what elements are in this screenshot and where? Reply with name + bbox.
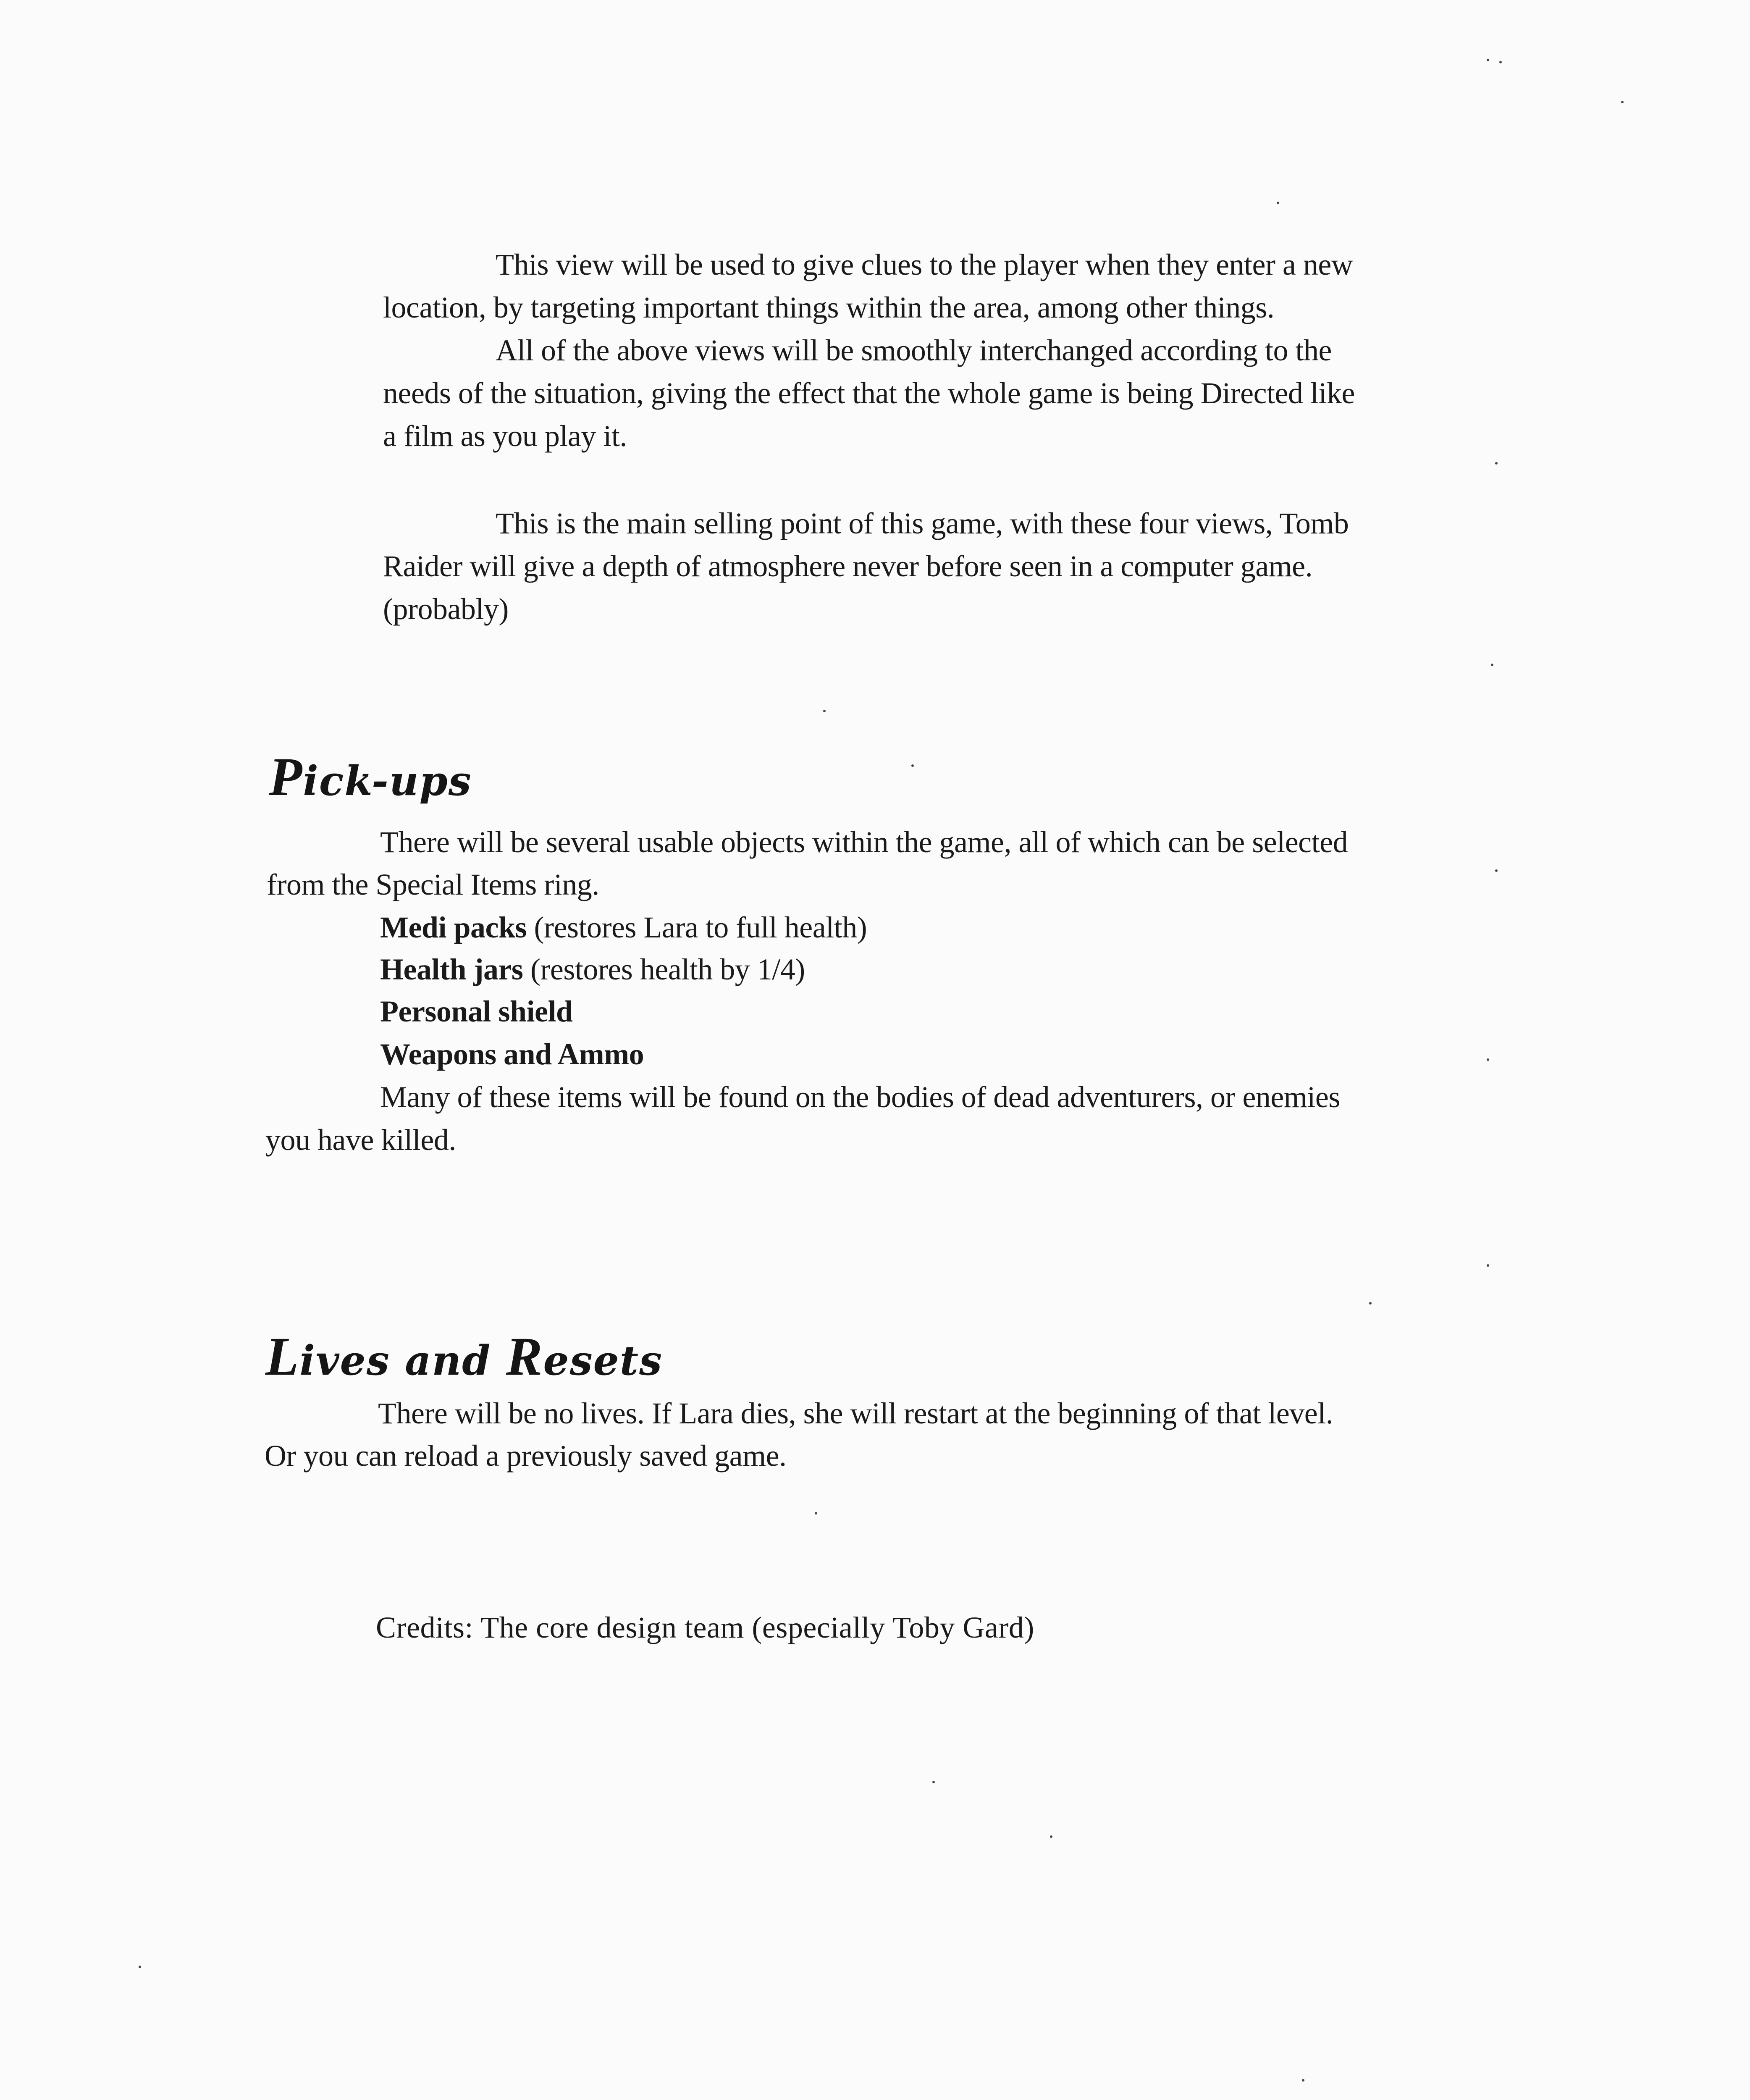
pickup-item-desc: (restores Lara to full health) [527,911,867,944]
pickups-heading-initial: P [269,747,303,807]
pickup-item-name: Medi packs [380,911,527,944]
scan-speck [1499,61,1502,63]
scan-speck [1302,2079,1304,2082]
scan-speck [1487,1058,1489,1061]
lives-heading-initial-l: L [265,1326,300,1387]
scan-speck [932,1781,935,1783]
lives-heading-rest: esets [543,1337,663,1384]
pickup-item-name: Health jars [380,953,523,986]
pickups-outro-line2: you have killed. [265,1123,456,1157]
scan-speck [911,764,914,767]
intro-p1-line2: location, by targeting important things within the area, among other things. [383,291,1275,324]
intro-p1-line1: This view will be used to give clues to the player when they enter a new [496,248,1353,281]
intro-p3-line1: This is the main selling point of this game, with these four views, Tomb [496,507,1349,540]
scan-speck [139,1966,141,1968]
intro-p2-line3: a film as you play it. [383,419,627,453]
scan-speck [1487,1264,1489,1267]
scan-speck [815,1512,817,1515]
pickup-item-medi-packs [380,906,867,948]
lives-heading-initial-r: R [506,1326,543,1387]
pickup-item-name: Weapons and Ammo [380,1037,644,1071]
scan-speck [1491,664,1493,666]
pickups-heading-rest: ick-ups [303,757,472,805]
pickups-intro-line1: There will be several usable objects within the game, all of which can be selected [380,825,1348,859]
lives-heading-middle: ives and [299,1337,506,1384]
credits-line: Credits: The core design team (especially Toby Gard) [376,1611,1034,1644]
pickups-outro-line1: Many of these items will be found on the bodies of dead adventurers, or enemies [380,1080,1340,1114]
scan-speck [1621,101,1624,103]
scan-speck [1487,59,1489,61]
intro-p2-line1: All of the above views will be smoothly interchanged according to the [496,333,1332,367]
pickups-intro-line2: from the Special Items ring. [267,868,599,901]
lives-line2: Or you can reload a previously saved game. [265,1439,787,1473]
scan-speck [1369,1302,1372,1305]
pickups-heading [269,747,472,807]
lives-line1: There will be no lives. If Lara dies, she will restart at the beginning of that level. [378,1396,1333,1430]
intro-p2-line2: needs of the situation, giving the effect that the whole game is being Directed like [383,376,1355,410]
pickup-item-health-jars [380,948,805,990]
lives-heading [265,1326,663,1387]
scan-speck [1495,869,1498,872]
scan-speck [1495,462,1498,465]
intro-p3-line2: Raider will give a depth of atmosphere never before seen in a computer game. [383,549,1313,583]
pickup-item-desc: (restores health by 1/4) [523,953,805,986]
intro-p3-line3: (probably) [383,592,509,626]
pickup-item-personal-shield [380,990,573,1032]
pickup-item-name: Personal shield [380,995,573,1028]
pickup-item-weapons-ammo [380,1033,644,1075]
scan-speck [1050,1835,1052,1838]
scan-speck [1277,202,1279,204]
scan-speck [823,710,826,712]
